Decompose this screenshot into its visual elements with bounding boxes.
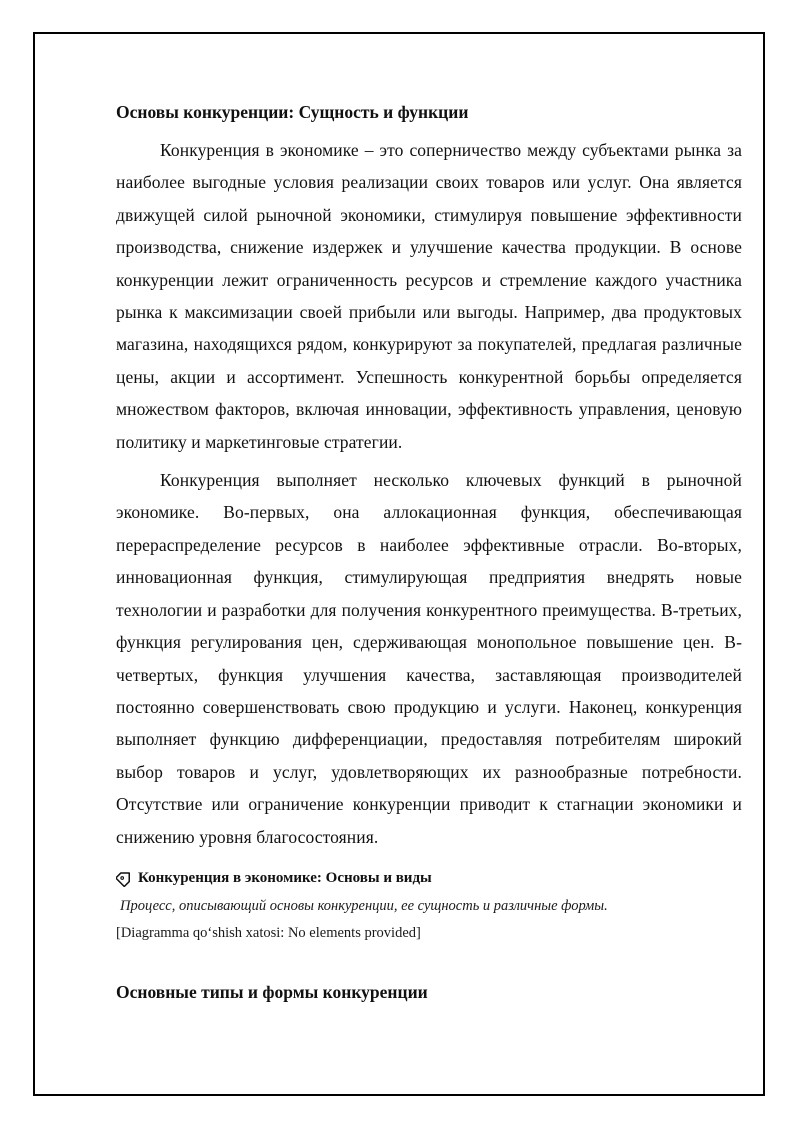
section-heading-types: Основные типы и формы конкуренции	[116, 981, 428, 1002]
paragraph-functions: Конкуренция выполняет несколько ключевых функций в рыночной экономике. Во-первых, она аллокационная функция, обеспечивающая перераспределение ресурсов в наиболее эффективные отрасли. Во-вторых, инновационная функция, стимулирующая предприятия внедрять новые технологии и разработки для получения конкурентного преимущества. В-третьих, функция регулирования цен, сдерживающая монопольное повышение цен. В-четвертых, функция улучшения качества, заставляющая производителей постоянно совершенствовать свою продукцию и услуги. Наконец, конкуренция выполняет функцию дифференциации, предоставляя потребителям широкий выбор товаров и услуг, удовлетворяющих их разнообразные потребности. Отсутствие или ограничение конкуренции приводит к стагнации экономики и снижению уровня благосостояния.	[116, 470, 742, 847]
diagram-title-row	[116, 867, 742, 889]
paragraph-definition: Конкуренция в экономике – это соперничество между субъектами рынка за наиболее выгодные условия реализации своих товаров или услуг. Она является движущей силой рыночной экономики, стимулируя повышение эффективности производства, снижение издержек и улучшение качества продукции. В основе конкуренции лежит ограниченность ресурсов и стремление каждого участника рынка к максимизации своей прибыли или выгоды. Например, два продуктовых магазина, находящихся рядом, конкурируют за покупателей, предлагая различные цены, акции и ассортимент. Успешность конкурентной борьбы определяется множеством факторов, включая инновации, эффективность управления, ценовую политику и маркетинговые стратегии.	[116, 140, 742, 452]
diagram-error-message: [Diagramma qo‘shish xatosi: No elements provided]	[116, 924, 421, 941]
section-heading-essence: Основы конкуренции: Сущность и функции	[116, 102, 469, 122]
diagram-caption-block	[116, 867, 742, 944]
tag-icon	[116, 869, 134, 887]
diagram-subtitle: Процесс, описывающий основы конкуренции, ее сущность и различные формы.	[120, 897, 608, 914]
document-content	[116, 96, 742, 1004]
diagram-title: Конкуренция в экономике: Основы и виды	[138, 869, 432, 886]
